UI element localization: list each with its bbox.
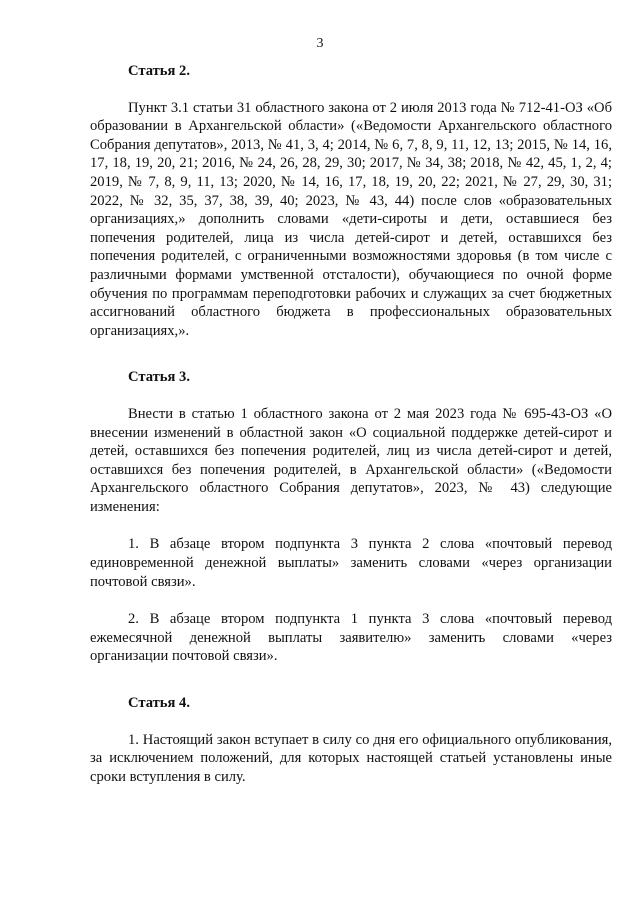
article-3-heading: Статья 3.: [128, 369, 190, 386]
document-body: [90, 62, 612, 786]
article-4-heading: Статья 4.: [128, 695, 190, 712]
article-2-heading: Статья 2.: [128, 63, 190, 79]
article-3-item-2: 2. В абзаце втором подпункта 1 пункта 3 слова «почтовый перевод ежемесячной денежной выплаты заявителю» заменить словами «через организации почтовой связи».: [90, 611, 612, 665]
article-3-item-1: 1. В абзаце втором подпункта 3 пункта 2 слова «почтовый перевод единовременной денежной выплаты» заменить словами «через организации почтовой связи».: [90, 536, 612, 590]
article-2-text: Пункт 3.1 статьи 31 областного закона от 2 июля 2013 года № 712-41-ОЗ «Об образовании в Архангельской области» («Ведомости Архангельского областного Собрания депутатов», 2013, № 41, 3, 4; 2014, № 6, 7, 8, 9, 11, 12, 13; 2015, № 14, 16, 17, 18, 19, 20, 21; 2016, № 24, 26, 28, 29, 30; 2017, № 34, 38; 2018, № 42, 45, 1, 2, 4; 2019, № 7, 8, 9, 11, 13; 2020, № 14, 16, 17, 18, 19, 20, 22; 2021, № 27, 29, 30, 31; 2022, № 32, 35, 37, 38, 39, 40; 2023, № 43, 44) после слов «образовательных организациях,» дополнить словами «дети-сироты и дети, оставшиеся без попечения родителей, лица из числа детей-сирот и детей, оставшихся без попечения родителей, с ограниченными возможностями здоровья (в том числе с различными формами умственной отсталости), обучающиеся по очной форме обучения по программам переподготовки рабочих и служащих за счет бюджетных ассигнований областного бюджета в профессиональных образовательных организациях,».: [90, 99, 612, 339]
page-number: 3: [316, 36, 324, 51]
article-3-intro: Внести в статью 1 областного закона от 2 мая 2023 года № 695-43-ОЗ «О внесении изменений в областной закон «О социальной поддержке детей-сирот и детей, оставшихся без попечения родителей, лиц из числа детей-сирот и детей, оставшихся без попечения родителей, в Архангельской области» («Ведомости Архангельского областного Собрания депутатов», 2023, № 43) следующие изменения:: [90, 405, 612, 515]
article-4-item-1: 1. Настоящий закон вступает в силу со дня его официального опубликования, за исключением положений, для которых настоящей статьей установлены иные сроки вступления в силу.: [90, 731, 612, 785]
